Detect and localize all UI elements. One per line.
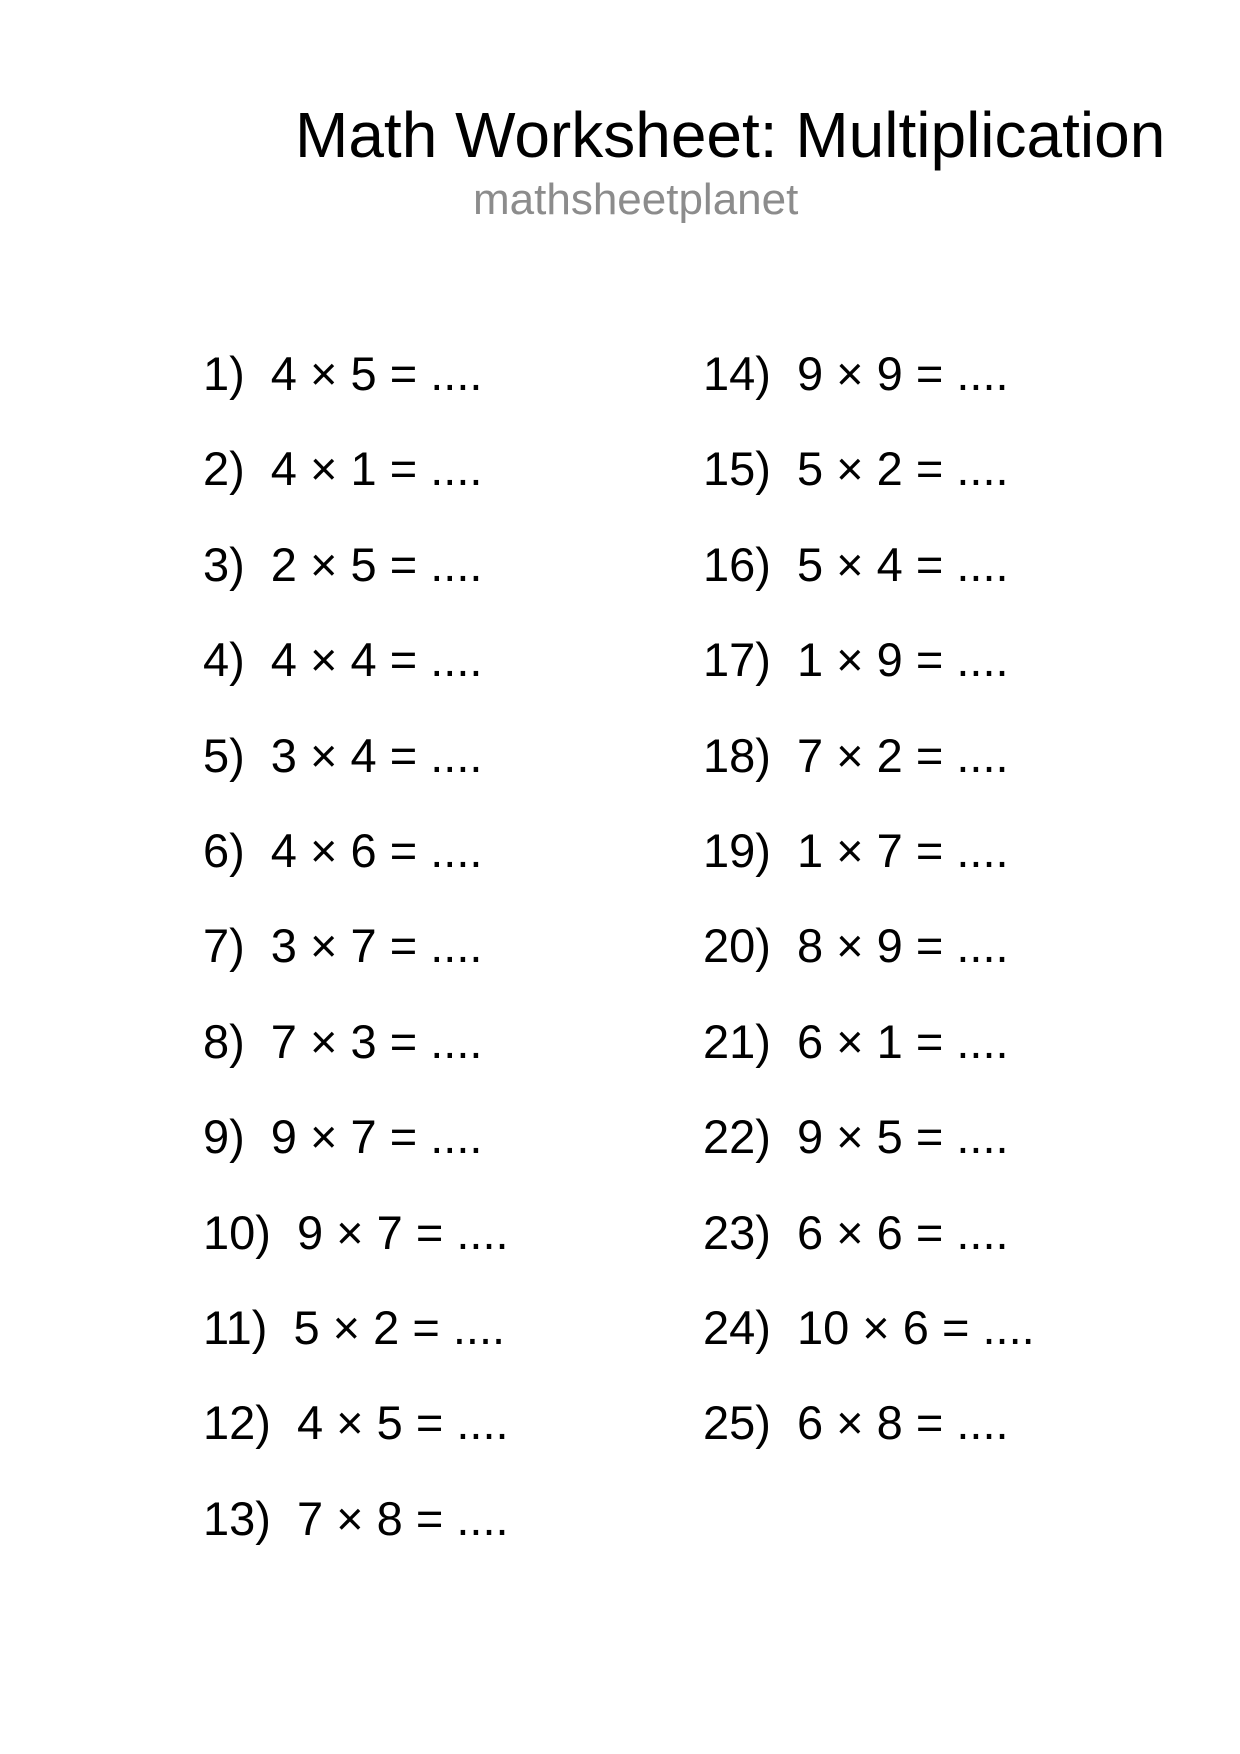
problem-expression: 4 × 4 = .... <box>270 633 483 687</box>
problem-row <box>203 1471 509 1566</box>
problem-number: 2) <box>203 442 245 496</box>
problem-expression: 1 × 9 = .... <box>796 633 1009 687</box>
problem-number: 8) <box>203 1014 245 1068</box>
problem-row <box>203 803 509 898</box>
problem-row <box>703 708 1035 803</box>
problem-number: 17) <box>703 633 771 687</box>
problem-expression: 5 × 2 = .... <box>293 1300 506 1354</box>
problem-number: 25) <box>703 1396 771 1450</box>
problem-row <box>703 1185 1035 1280</box>
problem-row <box>203 1375 509 1470</box>
problem-expression: 9 × 7 = .... <box>270 1110 483 1164</box>
problem-expression: 6 × 8 = .... <box>796 1396 1009 1450</box>
problem-expression: 4 × 6 = .... <box>270 823 483 877</box>
problem-number: 23) <box>703 1205 771 1259</box>
problem-number: 4) <box>203 633 245 687</box>
problem-number: 22) <box>703 1110 771 1164</box>
problem-expression: 6 × 6 = .... <box>796 1205 1009 1259</box>
problem-number: 3) <box>203 537 245 591</box>
problem-expression: 7 × 3 = .... <box>270 1014 483 1068</box>
problem-number: 9) <box>203 1110 245 1164</box>
problem-number: 13) <box>203 1491 271 1545</box>
problem-row <box>203 708 509 803</box>
problem-number: 1) <box>203 347 245 400</box>
problem-row <box>703 1280 1035 1375</box>
problem-row <box>203 517 509 612</box>
problem-row <box>703 612 1035 707</box>
problem-expression: 2 × 5 = .... <box>270 537 483 591</box>
site-watermark: mathsheetplanet <box>473 175 799 224</box>
problem-number: 7) <box>203 919 245 973</box>
problem-number: 5) <box>203 728 245 782</box>
problem-number: 10) <box>203 1205 271 1259</box>
problem-expression: 5 × 2 = .... <box>796 442 1009 496</box>
problems-column-left <box>203 326 509 1566</box>
problem-expression: 1 × 7 = .... <box>796 823 1009 877</box>
problem-expression: 5 × 4 = .... <box>796 537 1009 591</box>
problem-expression: 3 × 4 = .... <box>270 728 483 782</box>
problem-number: 19) <box>703 823 771 877</box>
problem-expression: 6 × 1 = .... <box>796 1014 1009 1068</box>
problem-number: 6) <box>203 823 245 877</box>
problem-row <box>703 421 1035 516</box>
problem-number: 24) <box>703 1300 771 1354</box>
problem-number: 20) <box>703 919 771 973</box>
problem-row <box>203 1280 509 1375</box>
problem-row <box>203 612 509 707</box>
problem-row <box>703 1375 1035 1470</box>
problem-expression: 10 × 6 = .... <box>796 1300 1035 1354</box>
problem-expression: 9 × 7 = .... <box>296 1205 509 1259</box>
problem-number: 18) <box>703 728 771 782</box>
problem-expression: 4 × 5 = .... <box>270 347 483 400</box>
problem-row <box>203 326 509 421</box>
problem-row <box>203 898 509 993</box>
problem-row <box>703 326 1035 421</box>
problem-number: 11) <box>203 1300 268 1354</box>
problem-expression: 3 × 7 = .... <box>270 919 483 973</box>
problem-row <box>203 1185 509 1280</box>
problem-number: 12) <box>203 1396 271 1450</box>
problem-number: 14) <box>703 347 771 400</box>
problem-expression: 9 × 5 = .... <box>796 1110 1009 1164</box>
page-title: Math Worksheet: Multiplication <box>295 99 1166 171</box>
problems-column-right <box>703 326 1035 1471</box>
problem-number: 16) <box>703 537 771 591</box>
problem-row <box>703 803 1035 898</box>
problem-row <box>203 994 509 1089</box>
problem-row <box>703 898 1035 993</box>
problem-row <box>703 517 1035 612</box>
problem-expression: 4 × 5 = .... <box>296 1396 509 1450</box>
problem-expression: 8 × 9 = .... <box>796 919 1009 973</box>
problem-expression: 7 × 8 = .... <box>296 1491 509 1545</box>
problem-expression: 9 × 9 = .... <box>796 347 1009 400</box>
problem-row <box>703 1089 1035 1184</box>
problem-row <box>703 994 1035 1089</box>
problem-row <box>203 421 509 516</box>
problem-number: 21) <box>703 1014 771 1068</box>
problem-row <box>203 1089 509 1184</box>
problem-number: 15) <box>703 442 771 496</box>
problem-expression: 7 × 2 = .... <box>796 728 1009 782</box>
problem-expression: 4 × 1 = .... <box>270 442 483 496</box>
